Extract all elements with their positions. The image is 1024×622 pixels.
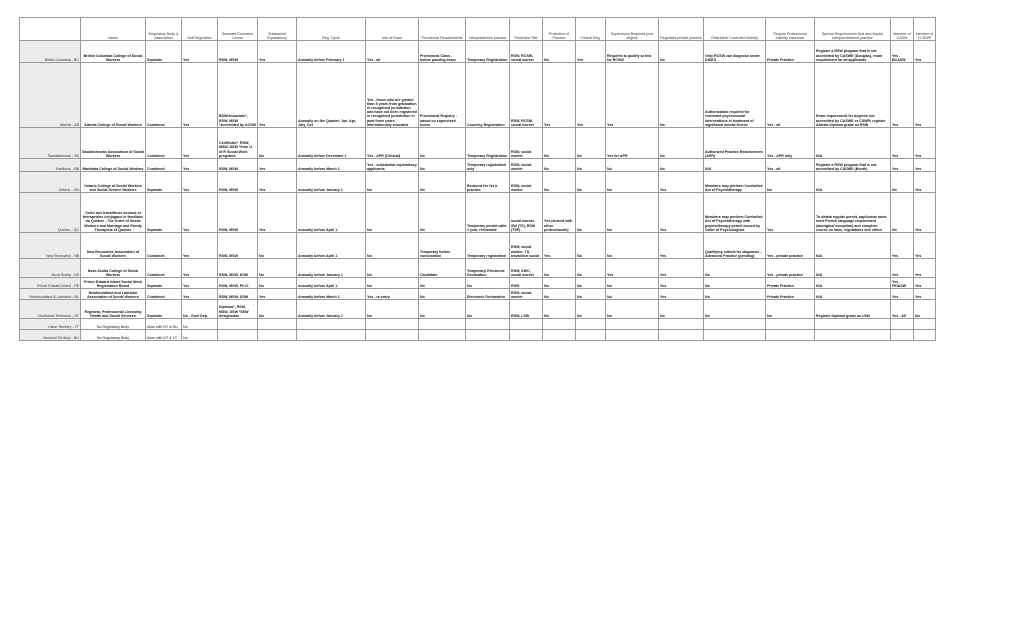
- table-cell: Yes: [914, 63, 936, 128]
- province-cell: Yukon Territory - YT: [20, 319, 81, 330]
- table-cell: [766, 330, 815, 341]
- table-cell: No: [766, 300, 815, 319]
- table-cell: Yes: [914, 259, 936, 278]
- table-cell: N/A: [704, 159, 766, 172]
- table-cell: No: [606, 278, 659, 289]
- table-cell: Authorization required for restricted psychosocial interventions in treatment of significant mental illness: [704, 63, 766, 128]
- table-cell: To obtain regular permit, applicants must meet French language requirement (aboriginal exception) and complete course on laws, regulations and ethics: [815, 193, 891, 233]
- table-cell: Electronic Declaration: [466, 289, 510, 300]
- table-cell: [815, 319, 891, 330]
- table-cell: No: [419, 159, 466, 172]
- table-cell: Annually before April 1: [297, 278, 366, 289]
- table-cell: No: [543, 300, 576, 319]
- table-cell: RSW, social worker: [510, 128, 543, 159]
- table-cell: Annually before January 1: [297, 300, 366, 319]
- table-cell: Yes - all: [366, 41, 419, 63]
- table-cell: Temporary Registration: [466, 128, 510, 159]
- table-cell: No: [659, 300, 704, 319]
- table-cell: No: [704, 300, 766, 319]
- table-cell: Private Practice: [766, 278, 815, 289]
- table-cell: Required to qualify to test for RCSW: [606, 41, 659, 63]
- column-header: Regulates private practice: [659, 18, 704, 41]
- table-cell: [366, 319, 419, 330]
- table-cell: Yes: [659, 259, 704, 278]
- table-cell: Temporary/ Electronic Declaration: [466, 259, 510, 278]
- table-cell: No: [419, 278, 466, 289]
- table-cell: [466, 330, 510, 341]
- table-cell: Register diploma grads as LSW: [815, 300, 891, 319]
- column-header: Self Regulation: [182, 18, 218, 41]
- table-cell: RSW, RCSW, social worker: [510, 63, 543, 128]
- table-cell: Diploma*, RSW, MSW, DSW *SSW designation: [218, 300, 258, 319]
- table-cell: Certificate*, RSW, MSW, DSW *from U of R Social Work programs: [218, 128, 258, 159]
- table-cell: Yes - PEIASW: [891, 278, 914, 289]
- table-cell: No: [366, 278, 419, 289]
- table-cell: Yes - APR (Clinical): [366, 128, 419, 159]
- table-row: [20, 172, 936, 193]
- table-cell: Yes - All: [891, 300, 914, 319]
- table-cell: No: [543, 128, 576, 159]
- table-cell: No: [659, 41, 704, 63]
- table-cell: Combined: [146, 233, 182, 259]
- table-cell: Yes: [182, 233, 218, 259]
- table-cell: No: [576, 259, 606, 278]
- table-cell: Separate: [146, 278, 182, 289]
- table-cell: [576, 319, 606, 330]
- table-cell: [704, 330, 766, 341]
- table-cell: No: [891, 172, 914, 193]
- table-cell: No: [258, 259, 297, 278]
- table-cell: Annually before February 1: [297, 41, 366, 63]
- table-cell: Yes: [891, 128, 914, 159]
- column-header: Supervision Required post degree: [606, 18, 659, 41]
- table-cell: Private Practice: [766, 41, 815, 63]
- table-cell: Yes: [914, 172, 936, 193]
- table-cell: [914, 330, 936, 341]
- table-cell: Yes: [182, 172, 218, 193]
- table-cell: [606, 330, 659, 341]
- table-cell: [297, 330, 366, 341]
- table-cell: [766, 319, 815, 330]
- table-cell: Assn with NT & NU: [146, 319, 182, 330]
- table-cell: Yes - private practice: [766, 259, 815, 278]
- table-cell: Only RCSW can diagnose under DSM-5: [704, 41, 766, 63]
- table-cell: Yes: [182, 278, 218, 289]
- table-cell: Yes: [914, 128, 936, 159]
- table-cell: Yes - substantial equivalency applicants: [366, 159, 419, 172]
- table-cell: Annually before March 1: [297, 159, 366, 172]
- table-cell: RSW, social worker: [510, 172, 543, 193]
- table-cell: Yes: [891, 159, 914, 172]
- table-row: [20, 300, 936, 319]
- column-header: Restricted/ Controlled Activity: [704, 18, 766, 41]
- regulatory-body-name-cell: New Brunswick Association of Social Workers: [81, 233, 146, 259]
- table-cell: Yes: [891, 233, 914, 259]
- table-cell: Qualifying criteria for diagnosis - Advanced Practice (pending): [704, 233, 766, 259]
- table-cell: N/A: [815, 259, 891, 278]
- table-cell: [510, 319, 543, 330]
- table-cell: Yes: [891, 289, 914, 300]
- table-row: [20, 193, 936, 233]
- table-cell: No: [543, 41, 576, 63]
- table-cell: Yes: [182, 193, 218, 233]
- table-cell: RSW, MSW: [218, 193, 258, 233]
- province-cell: New Brunswick - NB: [20, 233, 81, 259]
- table-cell: Yes - BCASW: [891, 41, 914, 63]
- table-cell: [914, 319, 936, 330]
- table-cell: No: [576, 278, 606, 289]
- table-cell: Combined: [146, 259, 182, 278]
- table-cell: No: [466, 300, 510, 319]
- table-cell: social worker, SW (TS), RSW (TSP): [510, 193, 543, 233]
- table-cell: [543, 330, 576, 341]
- table-cell: [258, 319, 297, 330]
- table-cell: Combined: [146, 159, 182, 172]
- table-row: [20, 259, 936, 278]
- table-cell: Assn with NT & YT: [146, 330, 182, 341]
- column-header: Special Requirements that also impact interjurisdictional practice: [815, 18, 891, 41]
- table-cell: [466, 319, 510, 330]
- table-cell: [218, 319, 258, 330]
- table-cell: No: [419, 172, 466, 193]
- province-cell: Nova Scotia - NS: [20, 259, 81, 278]
- table-cell: No: [366, 172, 419, 193]
- table-cell: No: [419, 300, 466, 319]
- table-cell: N/A: [815, 289, 891, 300]
- column-header: Reg. Cycle: [297, 18, 366, 41]
- table-cell: Register a RSW program that is not accredited by CASWE (Booth): [815, 159, 891, 172]
- table-cell: Separate: [146, 300, 182, 319]
- table-cell: Separate: [146, 193, 182, 233]
- table-cell: [891, 319, 914, 330]
- table-cell: Yes: [914, 159, 936, 172]
- table-cell: No: [543, 159, 576, 172]
- table-cell: No: [576, 289, 606, 300]
- table-cell: No: [606, 172, 659, 193]
- table-cell: Yes: [914, 278, 936, 289]
- table-cell: Yes - all: [766, 159, 815, 172]
- province-cell: Manitoba - MB: [20, 159, 81, 172]
- table-cell: No: [606, 193, 659, 233]
- table-cell: Yes - re-entry: [366, 289, 419, 300]
- column-header: Substantial Equivalency: [258, 18, 297, 41]
- table-cell: No: [366, 193, 419, 233]
- table-cell: Yes: [182, 41, 218, 63]
- table-cell: No: [466, 278, 510, 289]
- column-header: Use of Exam: [366, 18, 419, 41]
- column-header: Standard Education Levels: [218, 18, 258, 41]
- table-cell: Yes for APR: [606, 128, 659, 159]
- table-cell: No: [543, 172, 576, 193]
- regulatory-body-name-cell: Ontario College of Social Workers and Social Service Workers: [81, 172, 146, 193]
- table-cell: Yes - APR only: [766, 128, 815, 159]
- table-cell: No: [606, 289, 659, 300]
- column-header: Protection of Practice: [543, 18, 576, 41]
- table-cell: Yes (shared with other professionals): [543, 193, 576, 233]
- table-cell: Temporary permit valid 1 year, renewable: [466, 193, 510, 233]
- table-cell: N/A: [815, 233, 891, 259]
- table-cell: No: [258, 128, 297, 159]
- column-header: [20, 18, 81, 41]
- table-cell: No: [419, 193, 466, 233]
- table-cell: [419, 319, 466, 330]
- table-cell: Annually before January 1: [297, 259, 366, 278]
- table-cell: Temporary before convocation: [419, 233, 466, 259]
- province-cell: Prince Edward Island - PE: [20, 278, 81, 289]
- table-cell: RSW, social worker: [510, 159, 543, 172]
- table-cell: Annually before March 1: [297, 289, 366, 300]
- column-header: Member of CCSWR: [914, 18, 936, 41]
- table-row: [20, 233, 936, 259]
- table-cell: Private Practice: [766, 289, 815, 300]
- table-cell: [659, 319, 704, 330]
- table-cell: No: [576, 300, 606, 319]
- table-cell: Combined: [146, 128, 182, 159]
- table-cell: Yes - those who are greater than 5 years from graduation in recognized jurisdiction and have not been registered in recognized jurisdiction in past three years. Internationally educated: [366, 63, 419, 128]
- table-cell: Yes: [914, 193, 936, 233]
- column-header: Regulatory Body & Association: [146, 18, 182, 41]
- province-cell: Alberta - AB: [20, 63, 81, 128]
- regulatory-body-name-cell: Manitoba College of Social Workers: [81, 159, 146, 172]
- table-cell: No: [659, 128, 704, 159]
- table-cell: No: [258, 233, 297, 259]
- table-cell: Authorized Practice Endorsement (APR): [704, 128, 766, 159]
- table-cell: No: [258, 278, 297, 289]
- table-cell: Reduced fee for a practice: [466, 172, 510, 193]
- regulatory-body-name-cell: Registrar, Professional Licensing Health and Social Services: [81, 300, 146, 319]
- table-cell: Yes: [606, 259, 659, 278]
- table-cell: No: [576, 233, 606, 259]
- column-header: Protected Title: [510, 18, 543, 41]
- table-row: [20, 330, 936, 341]
- table-cell: No: [419, 128, 466, 159]
- regulatory-body-name-cell: Ordre des travailleurs sociaux et thérapeutes conjugaux et familiaux du Québec - The Order of Social Workers and Marriage and Family Therapists of Quebec: [81, 193, 146, 233]
- table-cell: RSW, RCSW, social worker: [510, 41, 543, 63]
- table-cell: Yes: [576, 63, 606, 128]
- table-cell: Combined: [146, 63, 182, 128]
- table-cell: [576, 330, 606, 341]
- table-cell: No: [182, 330, 218, 341]
- table-cell: No: [543, 289, 576, 300]
- table-cell: BSW/Associate*, RSW, MSW *Accredited by ACSW: [218, 63, 258, 128]
- table-cell: RSW, MSW: [218, 159, 258, 172]
- table-cell: No: [766, 172, 815, 193]
- table-cell: Yes: [258, 63, 297, 128]
- table-cell: [704, 319, 766, 330]
- table-cell: No: [543, 278, 576, 289]
- province-cell: Saskatchewan - SK: [20, 128, 81, 159]
- table-cell: Yes: [576, 41, 606, 63]
- table-row: [20, 159, 936, 172]
- table-row: [20, 319, 936, 330]
- table-cell: [218, 330, 258, 341]
- table-cell: Yes: [659, 278, 704, 289]
- table-cell: Yes: [543, 233, 576, 259]
- table-cell: Yes: [659, 172, 704, 193]
- table-cell: [510, 330, 543, 341]
- table-cell: Annually before April 1: [297, 193, 366, 233]
- regulation-comparison-table: [19, 17, 936, 341]
- table-cell: No: [891, 193, 914, 233]
- table-cell: Yes: [258, 193, 297, 233]
- table-cell: No: [914, 300, 936, 319]
- table-cell: [419, 330, 466, 341]
- table-cell: Yes: [891, 259, 914, 278]
- regulatory-body-name-cell: Nova Scotia College of Social Workers: [81, 259, 146, 278]
- table-cell: Yes: [182, 259, 218, 278]
- province-cell: Nunavut Territory - NU: [20, 330, 81, 341]
- column-header: Provisional Requirements: [419, 18, 466, 41]
- table-cell: Separate: [146, 172, 182, 193]
- table-cell: Yes: [914, 233, 936, 259]
- province-cell: British Columbia - BC: [20, 41, 81, 63]
- table-cell: Combined: [146, 289, 182, 300]
- table-cell: No: [606, 233, 659, 259]
- table-cell: No: [704, 278, 766, 289]
- table-row: [20, 289, 936, 300]
- table-cell: Temporary registration only: [466, 159, 510, 172]
- table-cell: N/A: [815, 128, 891, 159]
- table-cell: Yes: [914, 289, 936, 300]
- table-cell: No: [366, 233, 419, 259]
- table-cell: No: [543, 259, 576, 278]
- table-cell: Yes: [182, 63, 218, 128]
- table-cell: Members may perform Controlled Act of Psychotherapy: [704, 172, 766, 193]
- table-cell: No: [659, 159, 704, 172]
- table-cell: No: [576, 193, 606, 233]
- table-row: [20, 128, 936, 159]
- regulatory-body-name-cell: Alberta College of Social Workers: [81, 63, 146, 128]
- table-cell: RSW, MSW: [218, 172, 258, 193]
- table-cell: Provisional Registry - based on supervised hours: [419, 63, 466, 128]
- table-cell: Annually before January 1: [297, 172, 366, 193]
- table-cell: N/A: [815, 278, 891, 289]
- table-cell: Annually before April 1: [297, 233, 366, 259]
- table-cell: Temporary Registration: [466, 41, 510, 63]
- table-cell: RSW, SWC, social worker: [510, 259, 543, 278]
- table-cell: No: [366, 259, 419, 278]
- table-cell: RSW, MSW, Ph.D.: [218, 278, 258, 289]
- table-cell: [366, 330, 419, 341]
- table-cell: No: [258, 300, 297, 319]
- table-row: [20, 63, 936, 128]
- table-cell: RSW, LSW: [510, 300, 543, 319]
- column-header: Name: [81, 18, 146, 41]
- province-cell: Ontario - ON: [20, 172, 81, 193]
- regulatory-body-name-cell: Prince Edward Island Social Work Registration Board: [81, 278, 146, 289]
- table-cell: Yes: [258, 41, 297, 63]
- table-cell: RSW: [510, 278, 543, 289]
- table-cell: No: [704, 259, 766, 278]
- table-cell: Yes: [182, 289, 218, 300]
- table-cell: Yes: [891, 63, 914, 128]
- table-cell: [543, 319, 576, 330]
- table-cell: Register a RSW program that is not accredited by CASWE (Douglas), exam requirement for all applicants: [815, 41, 891, 63]
- table-cell: [258, 330, 297, 341]
- table-cell: [891, 330, 914, 341]
- table-cell: Separate: [146, 41, 182, 63]
- regulatory-body-name-cell: Saskatchewan Association of Social Workers: [81, 128, 146, 159]
- regulatory-body-name-cell: No Regulatory Body: [81, 319, 146, 330]
- table-cell: Yes: [258, 289, 297, 300]
- table-cell: No - Govt Dep.: [182, 300, 218, 319]
- column-header: Clinical Reg.: [576, 18, 606, 41]
- table-cell: N/A: [815, 172, 891, 193]
- table-cell: RSW, MSW: [218, 233, 258, 259]
- province-cell: Quebec - QC: [20, 193, 81, 233]
- table-cell: Yes: [258, 159, 297, 172]
- table-cell: [297, 319, 366, 330]
- table-cell: Exam requirement for degrees not accredited by CASWE or CSWR; register Alberta diploma grads as RSW: [815, 63, 891, 128]
- table-cell: [606, 319, 659, 330]
- table-cell: [815, 330, 891, 341]
- table-cell: RSW, social worker: [510, 289, 543, 300]
- header-row: [20, 18, 936, 41]
- table-cell: Yes: [543, 63, 576, 128]
- table-cell: Annually on the Quarter: Jan, Apr, July, Oct: [297, 63, 366, 128]
- table-row: [20, 41, 936, 63]
- table-cell: Temporary registration: [466, 233, 510, 259]
- table-cell: Yes: [606, 63, 659, 128]
- table-cell: Yes: [659, 233, 704, 259]
- table-cell: RSW, social worker, TS, travailleur social: [510, 233, 543, 259]
- table-cell: RSW, MSW, DSW: [218, 289, 258, 300]
- table-cell: Candidate: [419, 259, 466, 278]
- province-cell: Newfoundland & Labrador - NL: [20, 289, 81, 300]
- table-cell: No: [419, 289, 466, 300]
- table-cell: No: [659, 63, 704, 128]
- table-cell: Yes: [182, 159, 218, 172]
- province-cell: Northwest Territories - NT: [20, 300, 81, 319]
- table-cell: No: [182, 319, 218, 330]
- table-cell: No: [366, 300, 419, 319]
- table-cell: No: [576, 172, 606, 193]
- table-row: [20, 278, 936, 289]
- table-cell: RSW, MSW, DSW: [218, 259, 258, 278]
- regulatory-body-name-cell: No Regulatory Body: [81, 330, 146, 341]
- table-cell: Provisional Class - before passing exam: [419, 41, 466, 63]
- regulatory-body-name-cell: British Columbia College of Social Workers: [81, 41, 146, 63]
- table-cell: Yes: [659, 193, 704, 233]
- table-cell: Annually before December 1: [297, 128, 366, 159]
- table-cell: Members may perform Controlled Act of Psychotherapy with psychotherapy permit issued by Order of Psychologists: [704, 193, 766, 233]
- table-cell: No: [606, 159, 659, 172]
- table-cell: Yes: [659, 289, 704, 300]
- table-cell: Courtesy Registration: [466, 63, 510, 128]
- table-cell: Yes - all: [766, 63, 815, 128]
- table-cell: No: [606, 300, 659, 319]
- table-cell: No: [576, 128, 606, 159]
- table-cell: Yes: [258, 172, 297, 193]
- regulatory-body-name-cell: Newfoundland and Labrador Association of Social Workers: [81, 289, 146, 300]
- column-header: Require Professional Liability Insurance: [766, 18, 815, 41]
- table-cell: Yes: [182, 128, 218, 159]
- column-header: Member of CASW: [891, 18, 914, 41]
- table-cell: No: [576, 159, 606, 172]
- table-cell: RSW, MSW: [218, 41, 258, 63]
- table-cell: Yes - private practice: [766, 233, 815, 259]
- table-cell: Yes: [914, 41, 936, 63]
- column-header: Interjurisdiction practice: [466, 18, 510, 41]
- table-cell: Yes: [766, 193, 815, 233]
- table-cell: No: [704, 289, 766, 300]
- table-cell: [659, 330, 704, 341]
